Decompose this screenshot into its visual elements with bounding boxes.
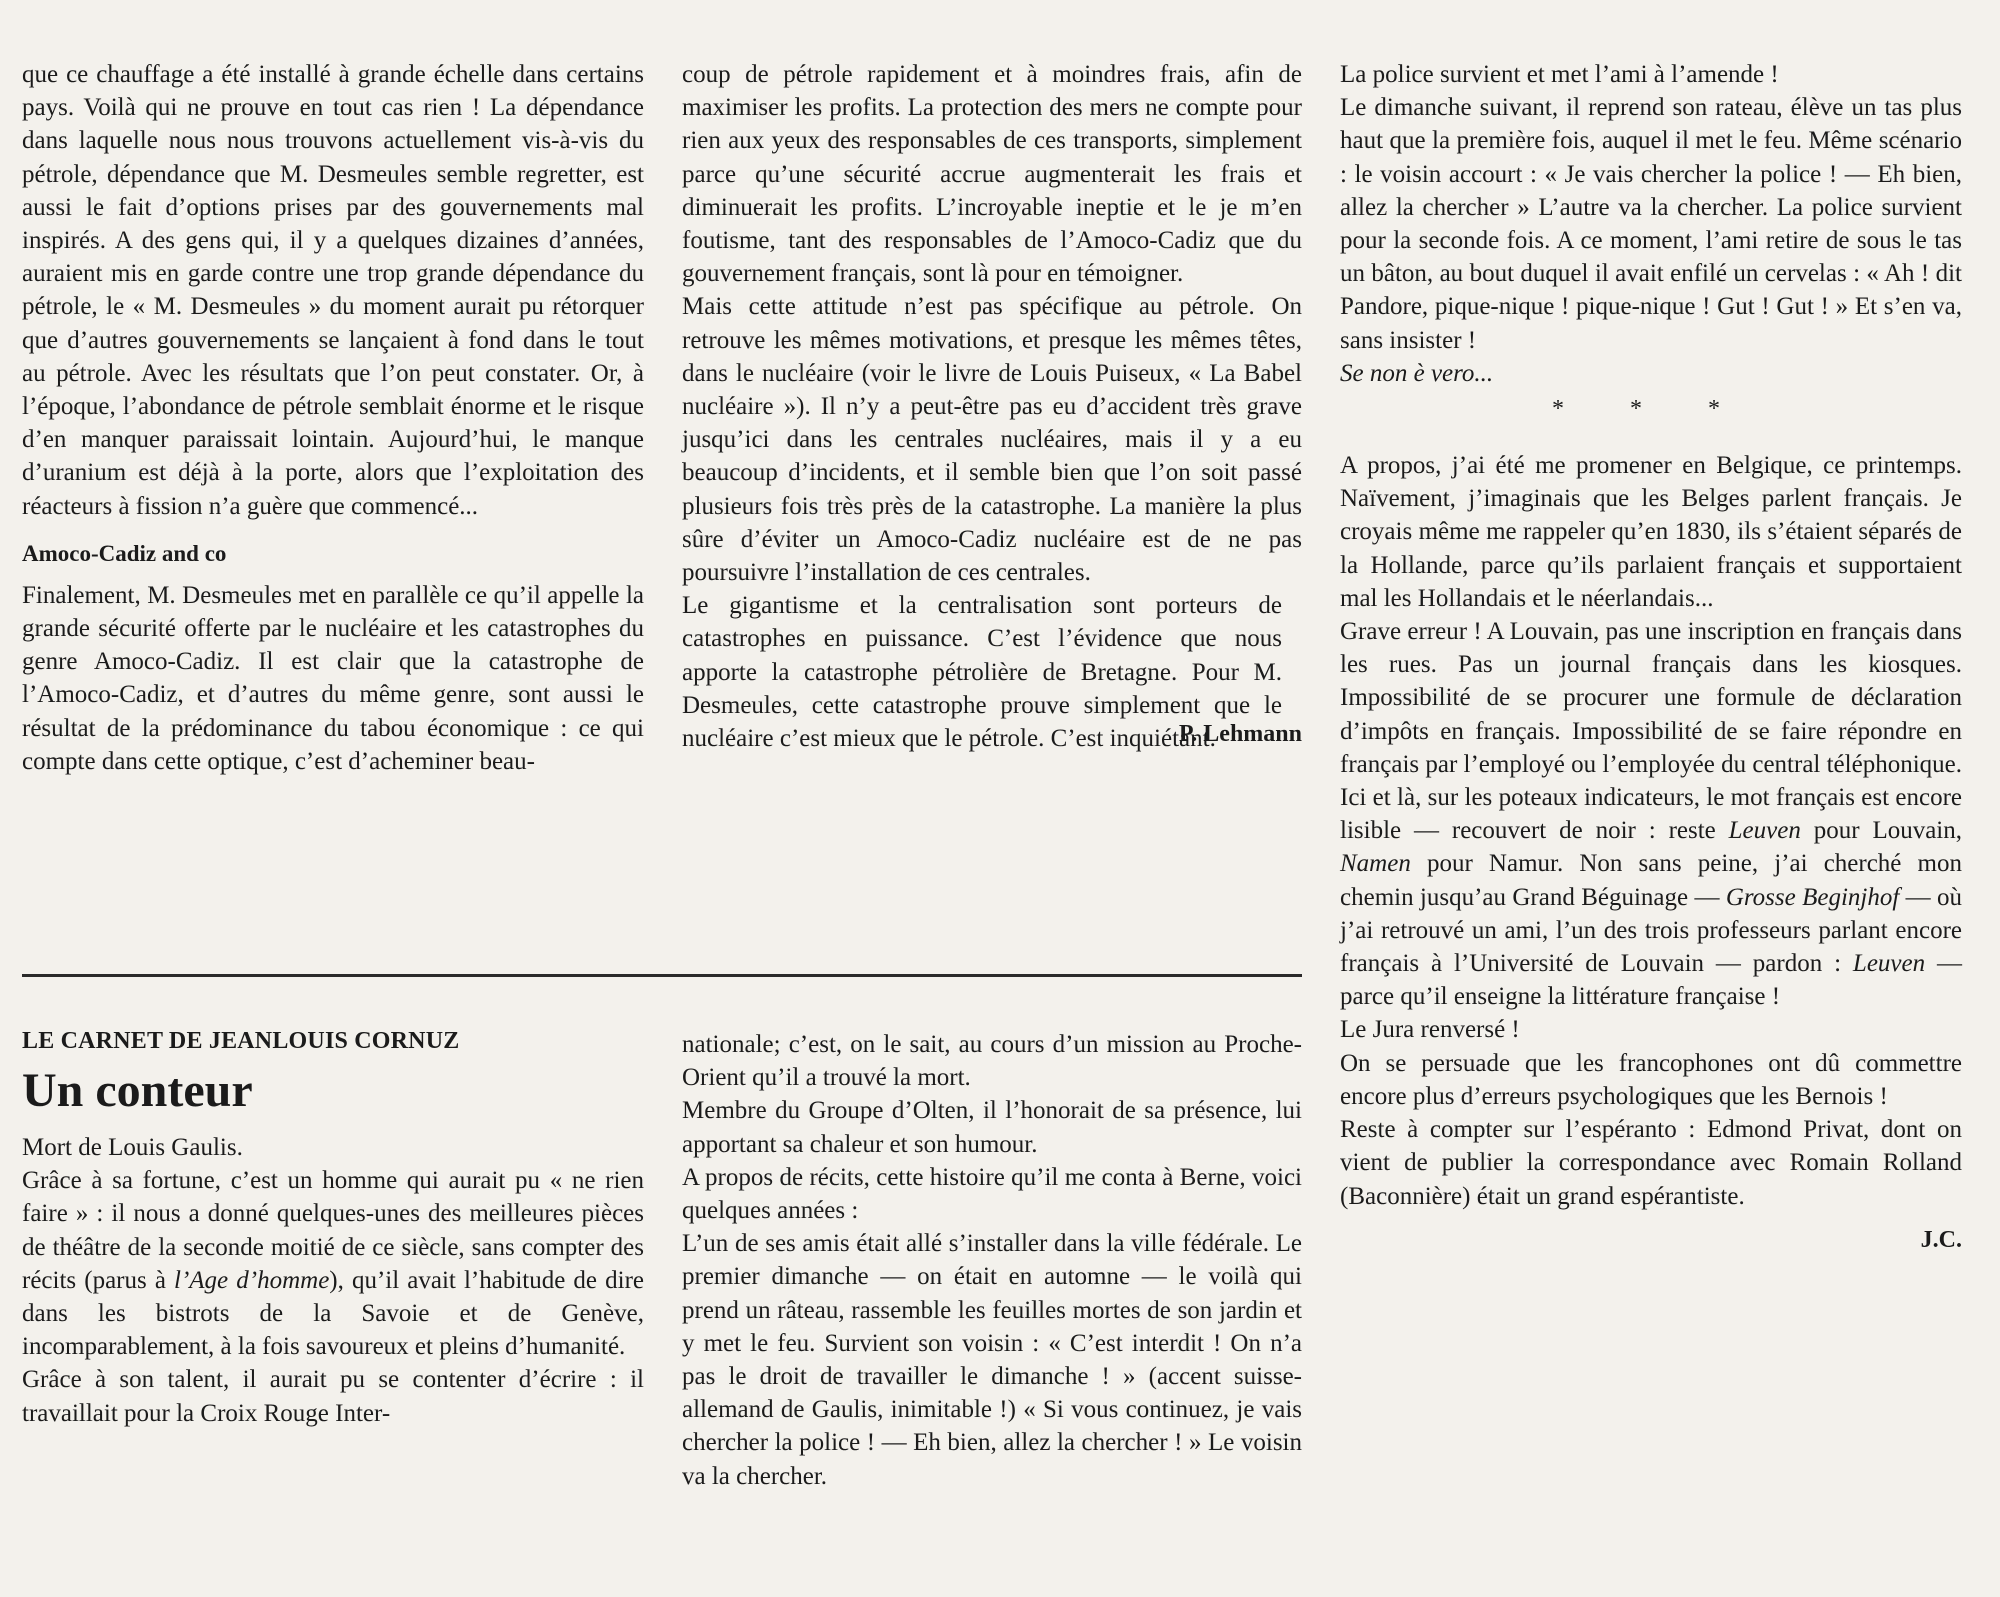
column-kicker: LE CARNET DE JEANLOUIS CORNUZ [22,1028,460,1054]
bottom-article-column-2 [682,1028,1302,1493]
top-article-column-1 [22,58,644,778]
section-subheading: Amoco-Cadiz and co [22,540,227,566]
italic-title: l’Age d’homme [174,1266,330,1294]
paragraph: Grave erreur ! A Louvain, pas une inscription en français dans les rues. Pas un journal français dans les kiosques. Impossibilité de se procurer une formule de déclaration d’impôts en français. Impossibilité de se faire répondre en français par l’employé ou l’employée du central téléphonique. Ici et là, sur les poteaux indicateurs, le mot français est encore lisible — recouvert de noir : reste Leuven pour Louvain, Namen pour Namur. Non sans peine, j’ai cherché mon chemin jusqu’au Grand Béguinage — Grosse Beginjhof — où j’ai retrouvé un ami, l’un des trois professeurs parlant encore français à l’Université de Louvain — pardon : Leuven — parce qu’il enseigne la littérature française ! [1340,618,1963,1011]
paragraph: L’un de ses amis était allé s’installer dans la ville fédérale. Le premier dimanche — on était en automne — le voilà qui prend un râteau, rassemble les feuilles mortes de son jardin et y met le feu. Survient son voisin : « C’est interdit ! On n’a pas le droit de travailler le dimanche ! » (accent suisse-allemand de Gaulis, inimitable !) « Si vous continuez, je vais chercher la police ! — Eh bien, allez la chercher ! » Le voisin va la chercher. [682,1230,1302,1490]
section-divider [22,974,1302,977]
paragraph: On se persuade que les francophones ont dû commettre encore plus d’erreurs psychologiques que les Bernois ! [1340,1049,1962,1110]
paragraph: A propos, j’ai été me promener en Belgique, ce printemps. Naïvement, j’imaginais que les Belges parlent français. Je croyais même me rappeler qu’en 1830, ils s’étaient séparés de la Hollande, parce qu’ils parlaient français et supportaient mal les Hollandais et le néerlandais... [1340,452,1962,612]
paragraph: Membre du Groupe d’Olten, il l’honorait de sa présence, lui apportant sa chaleur et son humour. [682,1097,1302,1158]
author-signature: P. Lehmann [1178,721,1302,748]
paragraph: Le Jura renversé ! [1340,1016,1520,1044]
paragraph: A propos de récits, cette histoire qu’il me conta à Berne, voici quelques années : [682,1163,1302,1225]
section-break-asterisks: * * * [1552,396,1750,423]
paragraph: que ce chauffage a été installé à grande échelle dans certains pays. Voilà qui ne prouve en tout cas rien ! La dépendance dans laquelle nous nous trouvons actuellement vis-à-vis du pétrole, dépendance que M. Desmeules semble regretter, est aussi le fait d’options prises par des gouvernements mal inspirés. A des gens qui, il y a quelques dizaines d’années, auraient mis en garde contre une trop grande dépendance du pétrole, le « M. Desmeules » du moment aurait pu rétorquer que d’autres gouvernements se lançaient à fond dans le tout au pétrole. Avec les résultats que l’on peut constater. Or, à l’époque, l’abondance de pétrole semblait énorme et le risque d’en manquer paraissait lointain. Aujourd’hui, le manque d’uranium est déjà à la porte, alors que l’exploitation des réacteurs à fission n’a guère que commencé... [22,61,644,520]
bottom-article-column-1 [22,1028,644,1430]
paragraph-italic: Se non è vero... [1340,359,1494,387]
paragraph: Reste à compter sur l’espéranto : Edmond Privat, dont on vient de publier la correspondance avec Romain Rolland (Baconnière) était un grand espérantiste. [1340,1116,1962,1210]
paragraph: coup de pétrole rapidement et à moindres frais, afin de maximiser les profits. La protection des mers ne compte pour rien aux yeux des responsables de ces transports, simplement parce qu’une sécurité accrue augmenterait les frais et diminuerait les profits. L’incroyable ineptie et le je m’en foutisme, tant des responsables de l’Amoco-Cadiz que du gouvernement français, sont là pour en témoigner. [682,61,1302,288]
author-signature: J.C. [1920,1226,1962,1253]
article-headline: Un conteur [22,1064,253,1117]
bottom-article-column-3 [1340,58,1962,1254]
paragraph: Le gigantisme et la centralisation sont porteurs de catastrophes en puissance. C’est l’évidence que nous apporte la catastrophe pétrolière de Bretagne. Pour M. Desmeules, cette catastrophe prouve simplement que le nucléaire c’est mieux que le pétrole. C’est inquiétant. [682,592,1282,753]
paragraph: Grâce à sa fortune, c’est un homme qui aurait pu « ne rien faire » : il nous a donné quelques-unes des meilleures pièces de théâtre de la seconde moitié de ce siècle, sans compter des récits (parus à l’Age d’homme), qu’il avait l’habitude de dire dans les bistrots de la Savoie et de Genève, incomparablement, à la fois savoureux et pleins d’humanité. [22,1167,644,1361]
paragraph: Mort de Louis Gaulis. [22,1134,243,1161]
paragraph: Finalement, M. Desmeules met en parallèle ce qu’il appelle la grande sécurité offerte par le nucléaire et les catastrophes du genre Amoco-Cadiz. Il est clair que la catastrophe de l’Amoco-Cadiz, et d’autres du même genre, sont aussi le résultat de la prédominance du tabou économique : ce qui compte dans cette optique, c’est d’acheminer beau- [22,581,644,775]
top-article-column-2 [682,58,1302,753]
paragraph: Grâce à son talent, il aurait pu se contenter d’écrire : il travaillait pour la Croix Rouge Inter- [22,1366,644,1427]
signature-row [1340,1227,1962,1254]
paragraph: nationale; c’est, on le sait, au cours d’un mission au Proche-Orient qu’il a trouvé la mort. [682,1031,1302,1092]
paragraph: La police survient et met l’ami à l’amende ! [1340,61,1779,88]
paragraph: Le dimanche suivant, il reprend son rateau, élève un tas plus haut que la première fois, auquel il met le feu. Même scénario : le voisin accourt : « Je vais chercher la police ! — Eh bien, allez la chercher » L’autre va la chercher. La police survient pour la seconde fois. A ce moment, l’ami retire de sous le tas un bâton, au bout duquel il avait enfilé un cervelas : « Ah ! dit Pandore, pique-nique ! pique-nique ! Gut ! Gut ! » Et s’en va, sans insister ! [1340,94,1962,354]
paragraph: Mais cette attitude n’est pas spécifique au pétrole. On retrouve les mêmes motivations, et presque les mêmes têtes, dans le nucléaire (voir le livre de Louis Puiseux, « La Babel nucléaire »). Il n’y a peut-être pas eu d’accident très grave jusqu’ici dans les centrales nucléaires, mais il y a eu beaucoup d’incidents, et il semble bien que l’on soit passé plusieurs fois très près de la catastrophe. La manière la plus sûre d’éviter un Amoco-Cadiz nucléaire est de ne pas poursuivre l’installation de ces centrales. [682,293,1302,587]
